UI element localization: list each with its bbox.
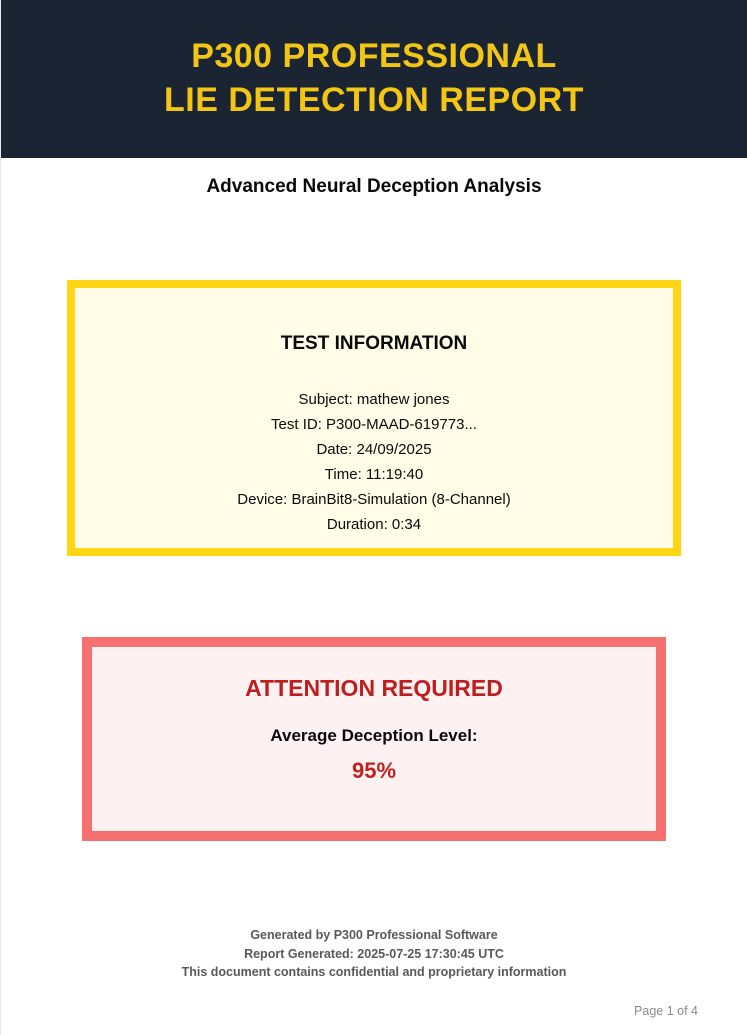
test-info-field-date: Date: 24/09/2025 xyxy=(316,441,432,458)
report-subtitle: Advanced Neural Deception Analysis xyxy=(206,176,542,197)
report-title-line-1: P300 PROFESSIONAL xyxy=(191,37,557,76)
report-title-line-2: LIE DETECTION REPORT xyxy=(164,81,584,119)
footer-report-generated: Report Generated: 2025-07-25 17:30:45 UTC xyxy=(244,946,504,961)
report-header xyxy=(1,0,747,158)
test-info-field-device: Device: BrainBit8-Simulation (8-Channel) xyxy=(237,491,511,508)
test-information-title: TEST INFORMATION xyxy=(280,333,468,354)
page-number: Page 1 of 4 xyxy=(634,1003,698,1018)
report-footer xyxy=(1,926,747,982)
attention-required-box xyxy=(82,637,666,841)
attention-required-title: ATTENTION REQUIRED xyxy=(245,675,503,701)
deception-level-label: Average Deception Level: xyxy=(270,726,478,745)
test-info-field-subject: Subject: mathew jones xyxy=(298,391,450,408)
test-info-field-test-id: Test ID: P300-MAAD-619773... xyxy=(271,416,477,433)
test-info-field-duration: Duration: 0:34 xyxy=(326,516,422,533)
footer-generated-by: Generated by P300 Professional Software xyxy=(250,928,498,942)
deception-level-value: 95% xyxy=(351,758,397,783)
test-info-field-time: Time: 11:19:40 xyxy=(324,466,424,483)
test-information-fields xyxy=(75,387,673,537)
footer-confidential-notice: This document contains confidential and proprietary information xyxy=(181,965,567,979)
test-information-box xyxy=(67,280,681,556)
